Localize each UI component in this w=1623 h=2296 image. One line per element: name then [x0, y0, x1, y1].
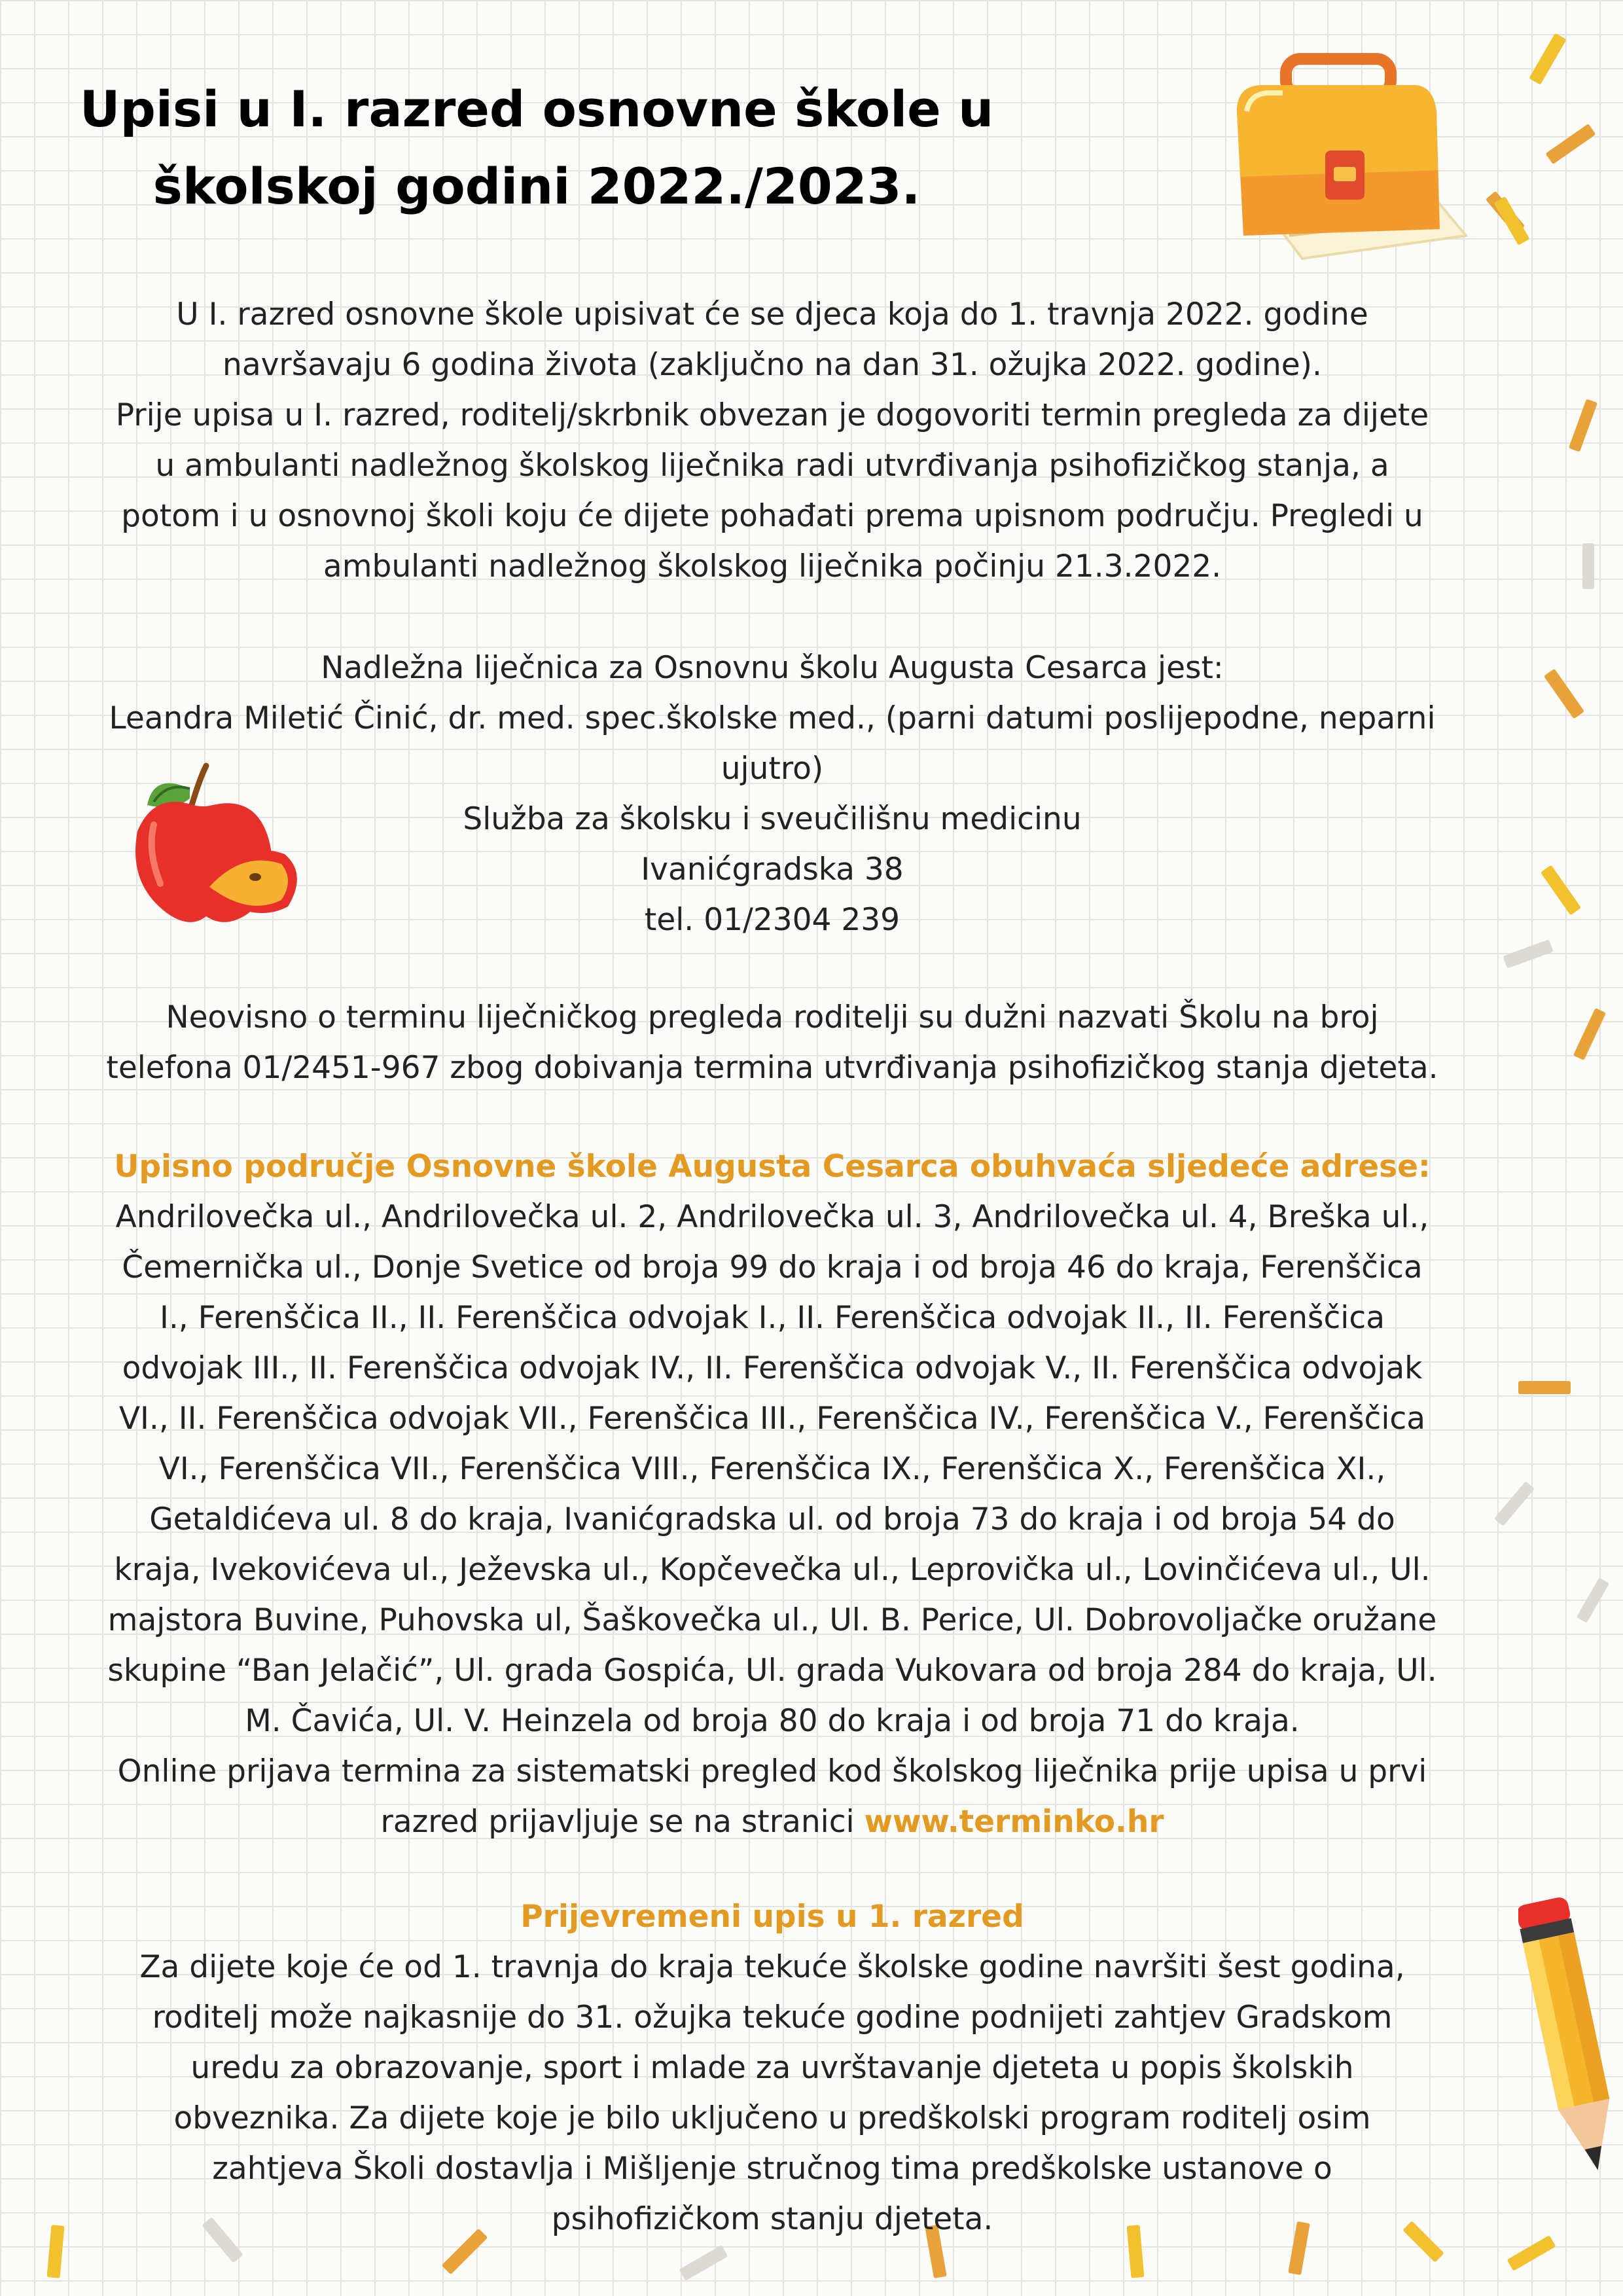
early-heading: Prijevremeni upis u 1. razred [520, 1899, 1024, 1935]
pencil-illustration [1518, 1885, 1623, 2199]
confetti-piece [1494, 1481, 1535, 1526]
confetti-piece [1573, 1008, 1606, 1060]
title-line-1: Upisi u I. razred osnovne škole u [79, 80, 994, 138]
online-registration [105, 1746, 1440, 1847]
doctor-name: Leandra Miletić Činić, dr. med. spec.školske med., (parni datumi poslijepodne, neparni ujutro) [109, 700, 1436, 787]
confetti-piece [679, 2245, 728, 2281]
confetti-piece [1518, 1381, 1571, 1394]
confetti-piece [1577, 1577, 1610, 1623]
doctor-heading: Nadležna liječnica za Osnovnu školu Augusta Cesarca jest: [321, 650, 1224, 686]
confetti-piece [1582, 543, 1594, 589]
confetti-piece [1529, 33, 1566, 84]
doctor-section [105, 643, 1440, 945]
intro-section [105, 289, 1440, 592]
doctor-address: Ivanićgradska 38 [641, 852, 904, 888]
terminko-link[interactable]: www.terminko.hr [864, 1804, 1164, 1840]
call-school-text: Neovisno o terminu liječničkog pregleda roditelji su dužni nazvati Školu na broj telefona 01/2451-967 zbog dobivanja termina utvrđivanja psihofizičkog stanja djeteta. [106, 999, 1438, 1086]
confetti-piece [1503, 939, 1553, 968]
title-line-2: školskoj godini 2022./2023. [152, 157, 921, 215]
online-registration-text: Online prijava termina za sistematski pregled kod školskog liječnika prije upisa u prvi razred prijavljuje se na stranici [117, 1753, 1427, 1840]
doctor-phone: tel. 01/2304 239 [644, 902, 901, 938]
area-section [105, 1141, 1440, 1847]
confetti-piece [1545, 124, 1596, 164]
confetti-piece [1569, 399, 1597, 452]
area-addresses: Andrilovečka ul., Andrilovečka ul. 2, Andrilovečka ul. 3, Andrilovečka ul. 4, Breška ul., Čemernička ul., Donje Svetice od broja 99 do kraja i od broja 46 do kraja, Ferenščica I., Ferenščica II., II. Ferenščica odvojak I., II. Ferenščica odvojak II., II. Ferenščica odvojak III., II. Ferenščica odvojak IV., II. Ferenščica odvojak V., II. Ferenščica odvojak VI., II. Ferenščica odvojak VII., Ferenščica III., Ferenščica IV., Ferenščica V., Ferenščica VI., Ferenščica VII., Ferenščica VIII., Ferenščica IX., Ferenščica X., Ferenščica XI., Getaldićeva ul. 8 do kraja, Ivanićgradska ul. od broja 73 do kraja i od broja 54 do kraja, Ivekovićeva ul., Ježevska ul., Kopčevečka ul., Leprovička ul., Lovinčićeva ul., Ul. majstora Buvine, Puhovska ul, Šaškovečka ul., Ul. B. Perice, Ul. Dobrovoljačke oružane skupine “Ban Jelačić”, Ul. grada Gospića, Ul. grada Vukovara od broja 284 do kraja, Ul. M. Čavića, Ul. V. Heinzela od broja 80 do kraja i od broja 71 do kraja. [107, 1199, 1437, 1739]
confetti-piece [1544, 668, 1584, 719]
early-section [105, 1892, 1440, 2244]
intro-paragraph-1: U I. razred osnovne škole upisivat će se djeca koja do 1. travnja 2022. godine navršavaju 6 godina života (zaključno na dan 31. ožujka 2022. godine). [176, 296, 1368, 383]
intro-paragraph-2: Prije upisa u I. razred, roditelj/skrbnik obvezan je dogovoriti termin pregleda za dijete u ambulanti nadležnog školskog liječnika radi utvrđivanja psihofizičkog stanja, a potom i u osnovnoj školi koju će dijete pohađati prema upisnom području. Pregledi u ambulanti nadležnog školskog liječnika počinju 21.3.2022. [115, 397, 1429, 584]
confetti-piece [1507, 2235, 1556, 2271]
confetti-piece [1494, 196, 1530, 245]
call-school-paragraph [105, 992, 1440, 1093]
early-text: Za dijete koje će od 1. travnja do kraja tekuće školske godine navršiti šest godina, roditelj može najkasnije do 31. ožujka tekuće godine podnijeti zahtjev Gradskom uredu za obrazovanje, sport i mlade za uvrštavanje djeteta u popis školskih obveznika. Za dijete koje je bilo uključeno u predškolski program roditelj osim zahtjeva Školi dostavlja i Mišljenje stručnog tima predškolske ustanove o psihofizičkom stanju djeteta. [139, 1949, 1405, 2237]
briefcase-illustration [1217, 39, 1479, 268]
confetti-piece [47, 2225, 65, 2278]
page-title [79, 71, 995, 225]
doctor-service: Služba za školsku i sveučilišnu medicinu [463, 801, 1082, 837]
confetti-piece [1541, 865, 1581, 915]
area-heading: Upisno područje Osnovne škole Augusta Cesarca obuhvaća sljedeće adrese: [114, 1149, 1431, 1185]
